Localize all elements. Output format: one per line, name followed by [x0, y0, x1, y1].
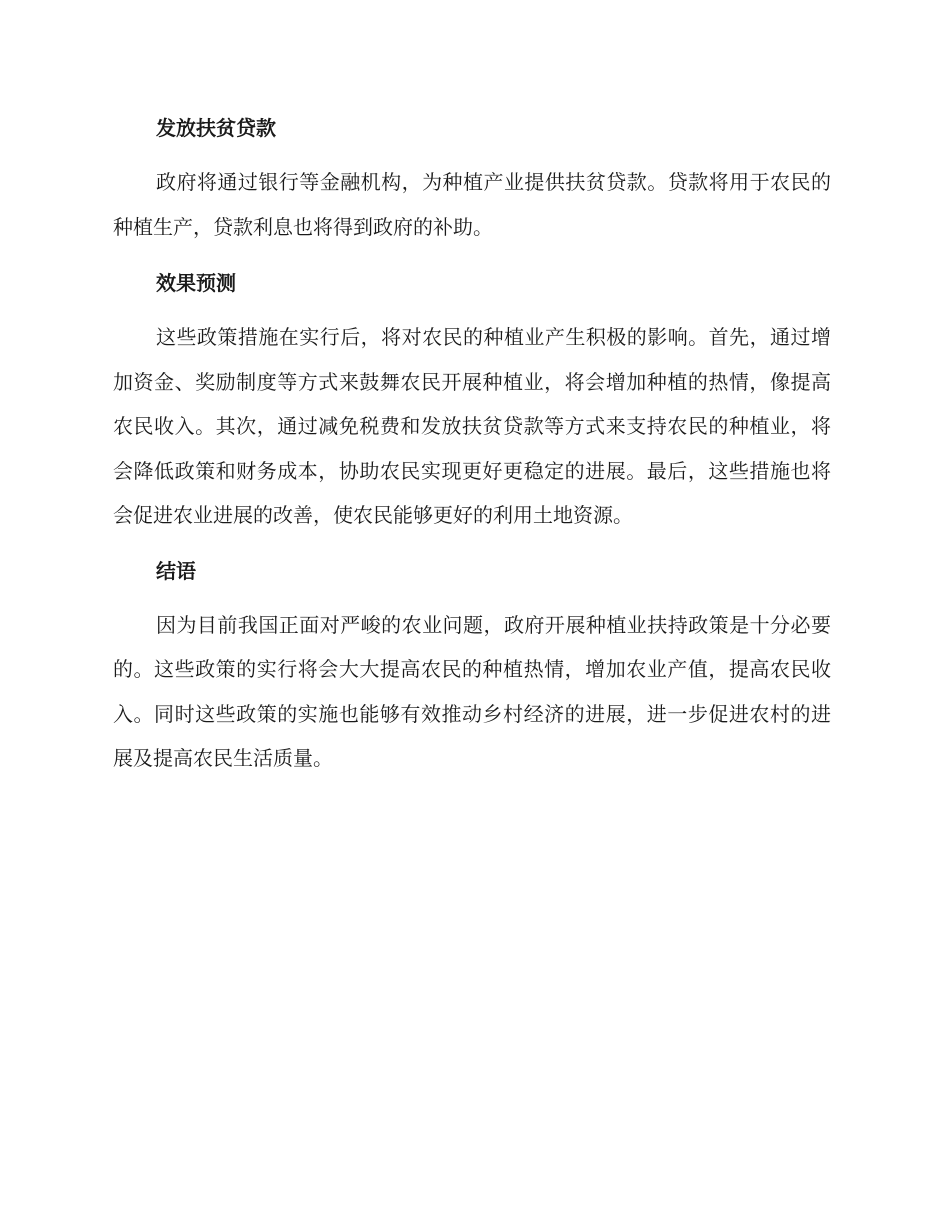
- document-page: [113, 108, 831, 781]
- section-paragraph-loans: 政府将通过银行等金融机构，为种植产业提供扶贫贷款。贷款将用于农民的种植生产，贷款利息也将得到政府的补助。: [113, 170, 831, 239]
- section-heading-forecast: 效果预测: [156, 271, 236, 295]
- section-paragraph-conclusion: 因为目前我国正面对严峻的农业问题，政府开展种植业扶持政策是十分必要的。这些政策的实行将会大大提高农民的种植热情，增加农业产值，提高农民收入。同时这些政策的实施也能够有效推动乡村经济的进展，进一步促进农村的进展及提高农民生活质量。: [113, 612, 831, 770]
- section-heading-conclusion: 结语: [156, 558, 196, 583]
- section-heading-loans: 发放扶贫贷款: [156, 116, 276, 140]
- section-paragraph-forecast: 这些政策措施在实行后，将对农民的种植业产生积极的影响。首先，通过增加资金、奖励制度等方式来鼓舞农民开展种植业，将会增加种植的热情，像提高农民收入。其次，通过减免税费和发放扶贫贷款等方式来支持农民的种植业，将会降低政策和财务成本，协助农民实现更好更稳定的进展。最后，这些措施也将会促进农业进展的改善，使农民能够更好的利用土地资源。: [113, 325, 831, 527]
